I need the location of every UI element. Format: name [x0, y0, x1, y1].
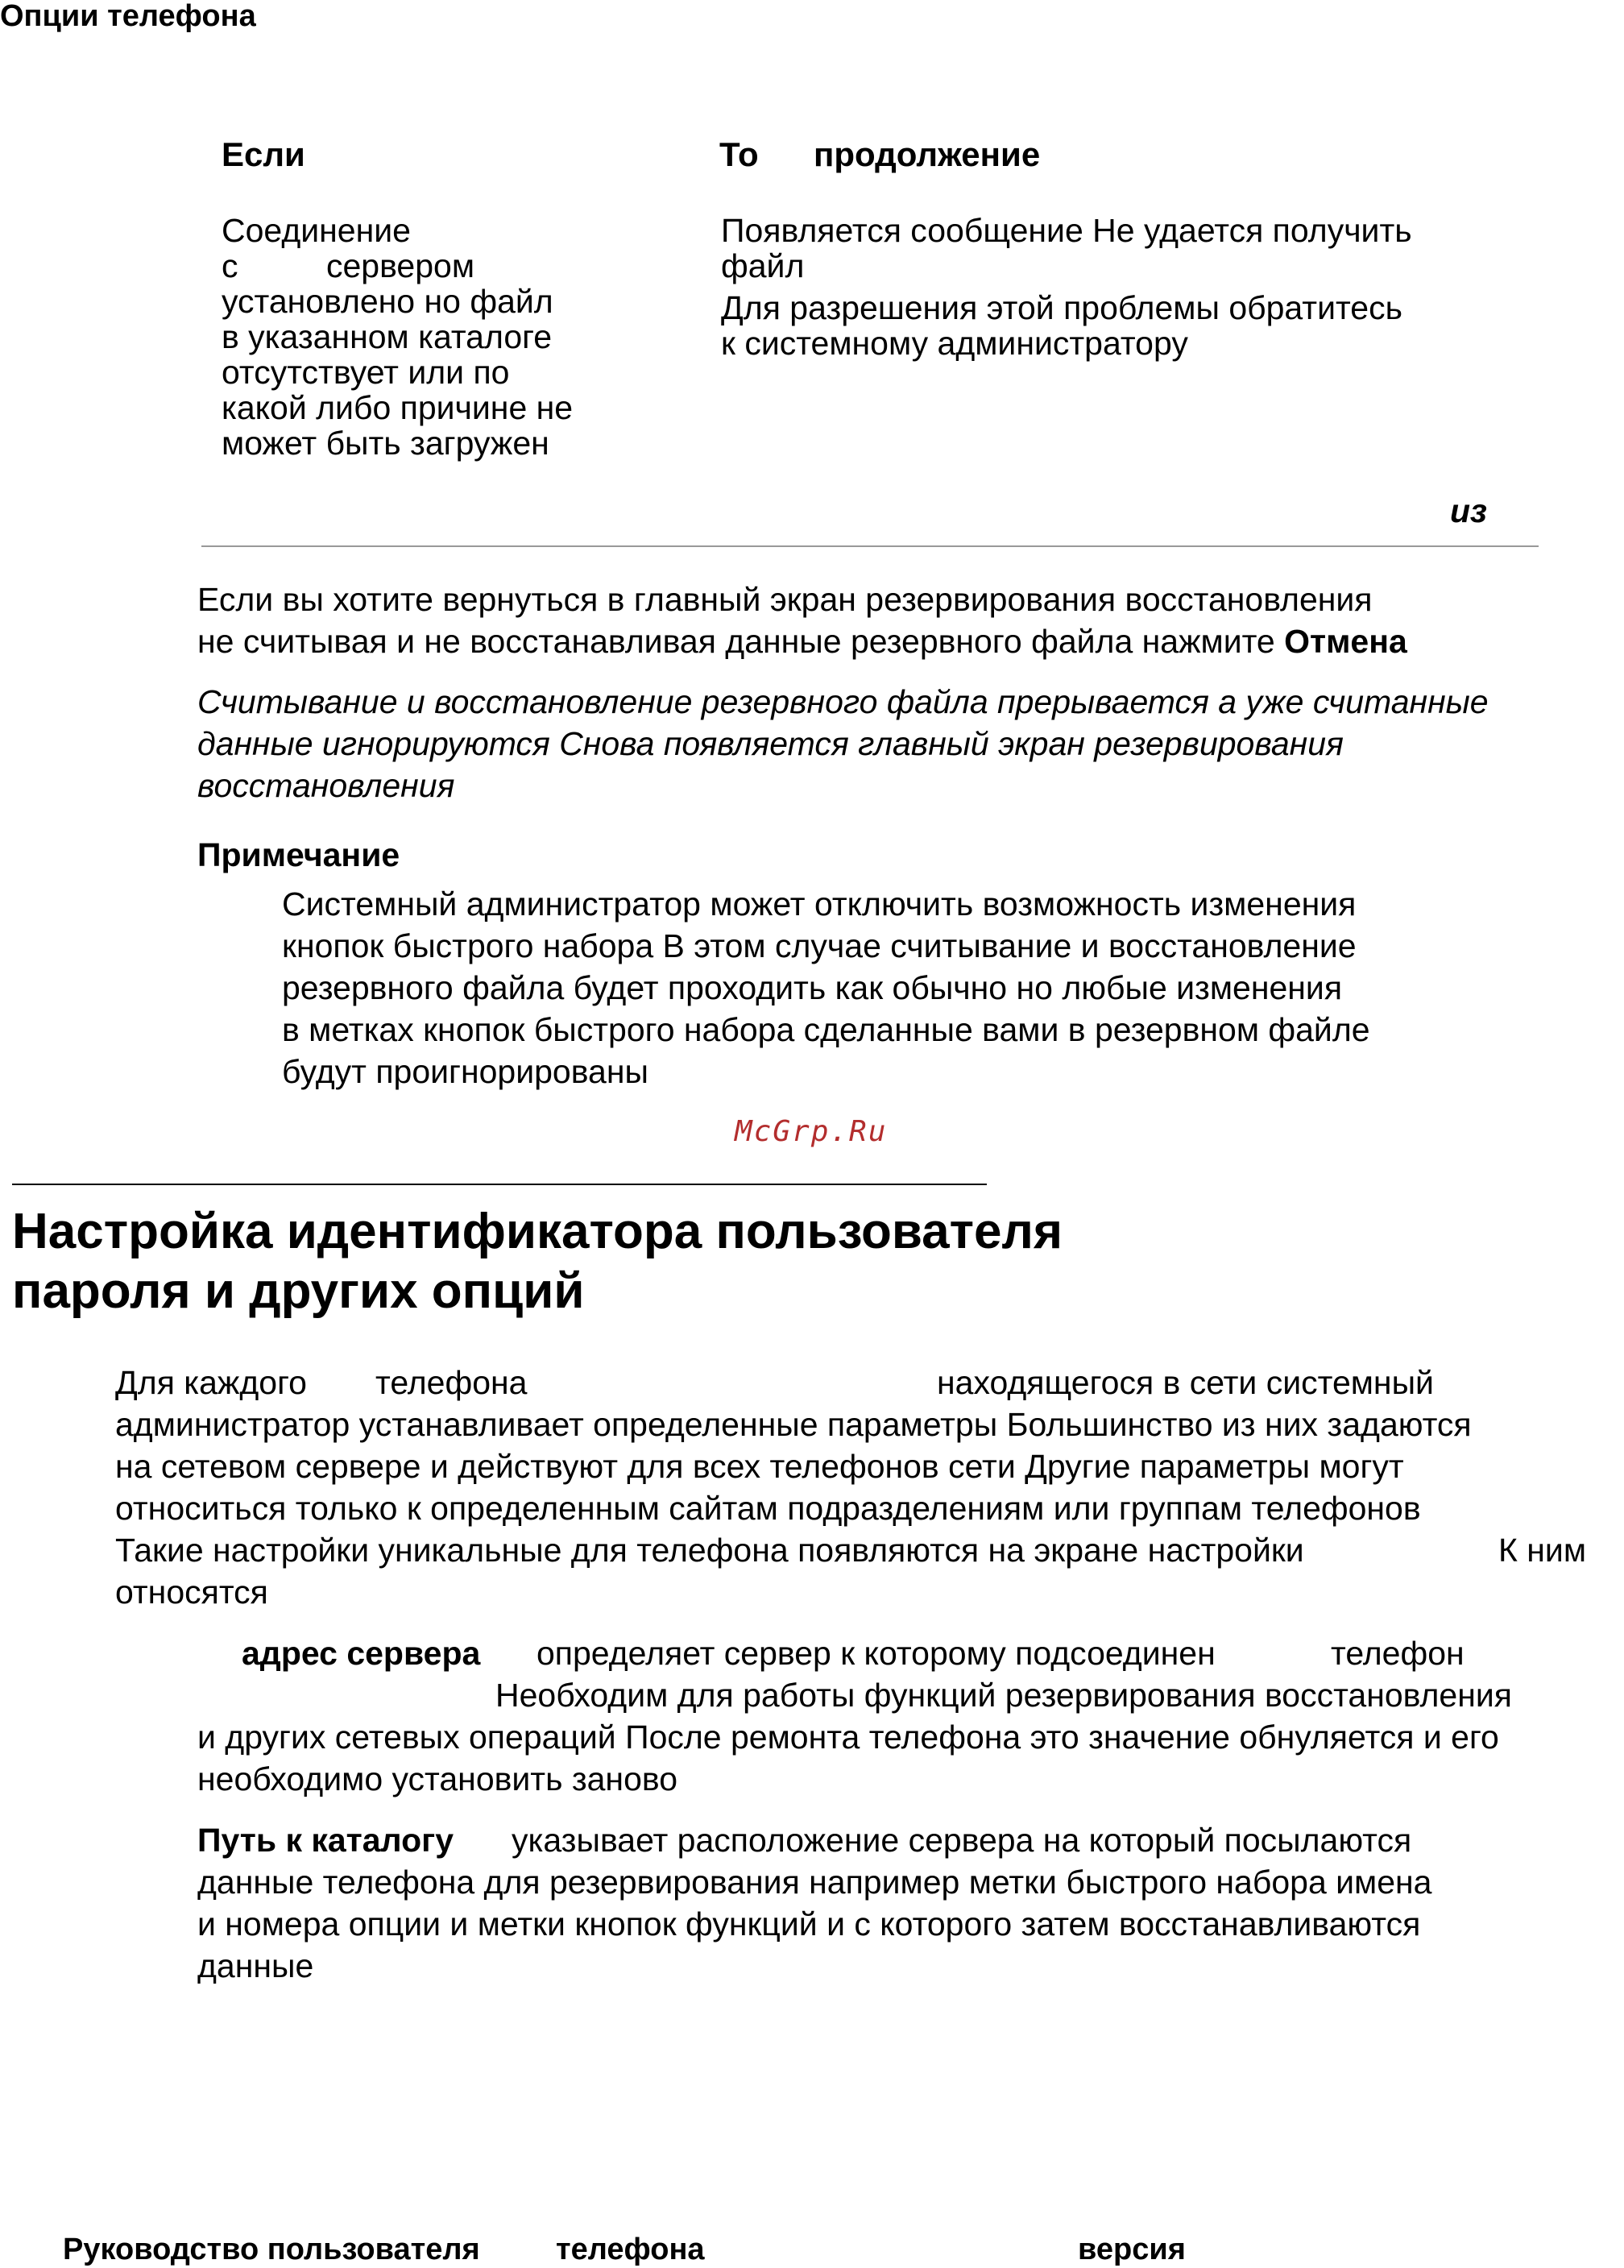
table-if-line: установлено но файл: [222, 283, 553, 320]
server-address-text: необходимо установить заново: [197, 1760, 678, 1797]
page-header-title: Опции телефона: [0, 0, 256, 33]
table-if-line: Соединение: [222, 212, 411, 249]
server-address-text: телефон: [1331, 1635, 1464, 1672]
table-then-line: файл: [721, 247, 805, 284]
intro-line: на сетевом сервере и действуют для всех телефонов сети Другие параметры могут: [115, 1448, 1404, 1485]
table-col-then: То: [719, 135, 759, 173]
server-address-text: определяет сервер к которому подсоединен: [536, 1635, 1216, 1672]
italic-para-line: Считывание и восстановление резервного файла прерывается а уже считанные: [197, 683, 1489, 720]
table-page-of: из: [1450, 492, 1487, 529]
table-col-continued: продолжение: [814, 135, 1041, 173]
note-line: Системный администратор может отключить возможность изменения: [282, 885, 1357, 923]
table-if-line: отсутствует или по: [222, 354, 510, 391]
directory-path-text: данные: [197, 1947, 314, 1984]
directory-path-text: и номера опции и метки кнопок функций и с которого затем восстанавливаются: [197, 1905, 1421, 1943]
intro-text: Для каждого: [115, 1364, 307, 1401]
intro-text: находящегося в сети системный: [937, 1364, 1434, 1401]
intro-text: относятся: [115, 1574, 268, 1611]
intro-text: телефона: [375, 1364, 528, 1401]
footer-guide: Руководство пользователя: [63, 2233, 480, 2266]
server-address-text: Необходим для работы функций резервирования восстановления: [495, 1677, 1512, 1714]
cancel-para-line: Если вы хотите вернуться в главный экран резервирования восстановления: [197, 581, 1373, 618]
section-title-line2: пароля и других опций: [12, 1263, 585, 1319]
server-address-label: адрес сервера: [242, 1635, 481, 1672]
table-then-line: к системному администратору: [721, 325, 1188, 362]
italic-para-line: данные игнорируются Снова появляется главный экран резервирования: [197, 725, 1344, 762]
table-if-line: какой либо причине не: [222, 389, 574, 426]
table-col-if: Если: [222, 135, 305, 173]
footer-phone: телефона: [556, 2233, 705, 2266]
table-then-line: Для разрешения этой проблемы обратитесь: [721, 289, 1402, 326]
directory-path-text: данные телефона для резервирования например метки быстрого набора имена: [197, 1864, 1432, 1901]
italic-para-line: восстановления: [197, 767, 455, 804]
note-line: кнопок быстрого набора В этом случае считывание и восстановление: [282, 927, 1357, 964]
intro-text: Такие настройки уникальные для телефона появляются на экране настройки: [115, 1532, 1304, 1569]
cancel-para-line: [197, 620, 1407, 662]
table-if-line: с: [222, 247, 238, 284]
table-if-line: сервером: [326, 247, 475, 284]
table-divider: [201, 545, 1539, 547]
directory-path-label: Путь к каталогу: [197, 1822, 454, 1859]
intro-line: относиться только к определенным сайтам подразделениям или группам телефонов: [115, 1490, 1421, 1527]
table-if-line: в указанном каталоге: [222, 318, 553, 355]
footer-version: версия: [1078, 2233, 1186, 2266]
intro-line: администратор устанавливает определенные параметры Большинство из них задаются: [115, 1406, 1472, 1443]
table-then-line: Появляется сообщение Не удается получить: [721, 212, 1412, 249]
note-line: будут проигнорированы: [282, 1053, 648, 1090]
table-if-line: может быть загружен: [222, 425, 549, 462]
section-title-line1: Настройка идентификатора пользователя: [12, 1204, 1063, 1259]
note-line: резервного файла будет проходить как обычно но любые изменения: [282, 969, 1343, 1006]
watermark: McGrp.Ru: [735, 1115, 888, 1148]
cancel-para-text: не считывая и не восстанавливая данные резервного файла нажмите: [197, 623, 1285, 660]
directory-path-text: указывает расположение сервера на который посылаются: [512, 1822, 1412, 1859]
server-address-text: и других сетевых операций После ремонта телефона это значение обнуляется и его: [197, 1719, 1499, 1756]
note-line: в метках кнопок быстрого набора сделанные вами в резервном файле: [282, 1011, 1370, 1048]
section-divider: [12, 1184, 987, 1185]
intro-text: К ним: [1498, 1532, 1587, 1569]
cancel-key-label: Отмена: [1284, 623, 1407, 660]
note-title: Примечание: [197, 836, 400, 873]
